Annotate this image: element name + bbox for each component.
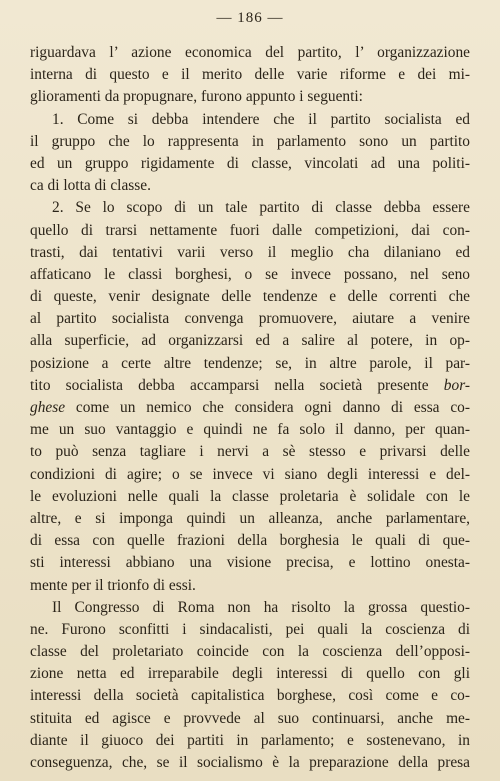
line-text: me un suo vantaggio e quindi ne fa solo il danno, per quan- xyxy=(30,421,470,439)
text-line xyxy=(30,597,470,619)
line-text: al partito socialista convenga promuovere, aiutare a venire xyxy=(30,310,470,328)
text-line xyxy=(30,708,470,730)
line-text: ed un gruppo rigidamente di classe, vincolati ad una politi- xyxy=(30,154,470,172)
text-line xyxy=(30,397,470,419)
line-text: classe del proletariato coincide con la coscienza dell’opposi- xyxy=(30,643,470,661)
text-line xyxy=(30,175,470,197)
text-line xyxy=(30,375,470,397)
text-line xyxy=(30,685,470,707)
italic-word: ghese xyxy=(30,399,66,416)
text-line xyxy=(30,730,470,752)
line-text: diante il giuoco dei partiti in parlamento; e sostenevano, in xyxy=(30,731,470,749)
line-text: 2. Se lo scopo di un tale partito di classe debba essere xyxy=(52,199,470,217)
line-text: di essa con quelle frazioni della borghesia le quali di que- xyxy=(30,532,470,550)
text-line xyxy=(30,242,470,264)
text-line xyxy=(30,220,470,242)
line-text: altre, e si imponga quindi un alleanza, anche parlamentare, xyxy=(30,509,470,527)
text-line xyxy=(30,508,470,530)
text-line xyxy=(30,419,470,441)
text-line xyxy=(30,752,470,774)
text-line xyxy=(30,330,470,352)
line-text: zione netta ed irreparabile degli interessi di quello con gli xyxy=(30,665,470,683)
text-line xyxy=(30,197,470,219)
line-text: stituita ed agisce e provvede al suo continuarsi, anche me- xyxy=(30,709,470,727)
text-line xyxy=(30,663,470,685)
text-line xyxy=(30,264,470,286)
line-text: glioramenti da propugnare, furono appunto i seguenti: xyxy=(30,88,363,106)
line-text: posizione a certe altre tendenze; se, in altre parole, il par- xyxy=(30,354,470,372)
text-line xyxy=(30,552,470,574)
text-line xyxy=(30,486,470,508)
text-line xyxy=(30,530,470,552)
text-line xyxy=(30,441,470,463)
text-line xyxy=(30,153,470,175)
line-text: le evoluzioni nelle quali la classe proletaria è solidale con le xyxy=(30,487,470,505)
line-text: ca di lotta di classe. xyxy=(30,177,151,195)
text-line xyxy=(30,131,470,153)
line-text: to può senza tagliare i nervi a sè stesso e privarsi delle xyxy=(30,443,470,461)
line-text: di queste, venir designate delle tendenze e delle correnti che xyxy=(30,288,470,306)
text-line xyxy=(30,286,470,308)
line-text: tito socialista debba accamparsi nella società presente xyxy=(30,376,429,394)
line-text: quello di trarsi nettamente fuori dalle competizioni, dai con- xyxy=(30,221,470,239)
line-text: affaticano le classi borghesi, o se invece possano, nel seno xyxy=(30,265,470,283)
text-line xyxy=(30,64,470,86)
text-line xyxy=(30,86,470,108)
text-line xyxy=(30,353,470,375)
line-rest: come un nemico che considera ogni danno di essa co- xyxy=(65,399,470,416)
text-line xyxy=(30,575,470,597)
text-line xyxy=(30,641,470,663)
line-text: interessi della società capitalistica borghese, così come e co- xyxy=(30,687,470,705)
italic-word: bor- xyxy=(443,376,470,394)
line-text: riguardava l’ azione economica del partito, l’ organizzazione xyxy=(30,44,470,61)
line-text: sti interessi abbiano una visione precisa, e lottino onesta- xyxy=(30,554,470,572)
line-text: 1. Come si debba intendere che il partito socialista ed xyxy=(52,110,470,128)
line-text: alla superficie, ad organizzarsi ed a salire al potere, in op- xyxy=(30,332,470,350)
line-text: conseguenza, che, se il socialismo è la preparazione della presa xyxy=(30,754,470,771)
text-line xyxy=(30,464,470,486)
line-text: mente per il trionfo di essi. xyxy=(30,576,196,594)
text-line xyxy=(30,109,470,131)
text-line xyxy=(30,619,470,641)
line-text: condizioni di agire; o se invece vi siano degli interessi e del- xyxy=(30,465,470,483)
text-line xyxy=(30,308,470,330)
line-text: ne. Furono sconfitti i sindacalisti, pei quali la coscienza di xyxy=(30,620,470,638)
line-text: il gruppo che lo rappresenta in parlamento sono un partito xyxy=(30,132,470,150)
text-line xyxy=(30,42,470,64)
line-text: interna di questo e il merito delle varie riforme e dei mi- xyxy=(30,66,470,84)
page-number: — 186 — xyxy=(216,10,284,26)
line-text: trasti, dai tentativi varii verso il meglio cha dilaniano ed xyxy=(30,243,470,261)
line-text: Il Congresso di Roma non ha risolto la grossa questio- xyxy=(52,598,470,616)
body-text xyxy=(30,42,470,774)
